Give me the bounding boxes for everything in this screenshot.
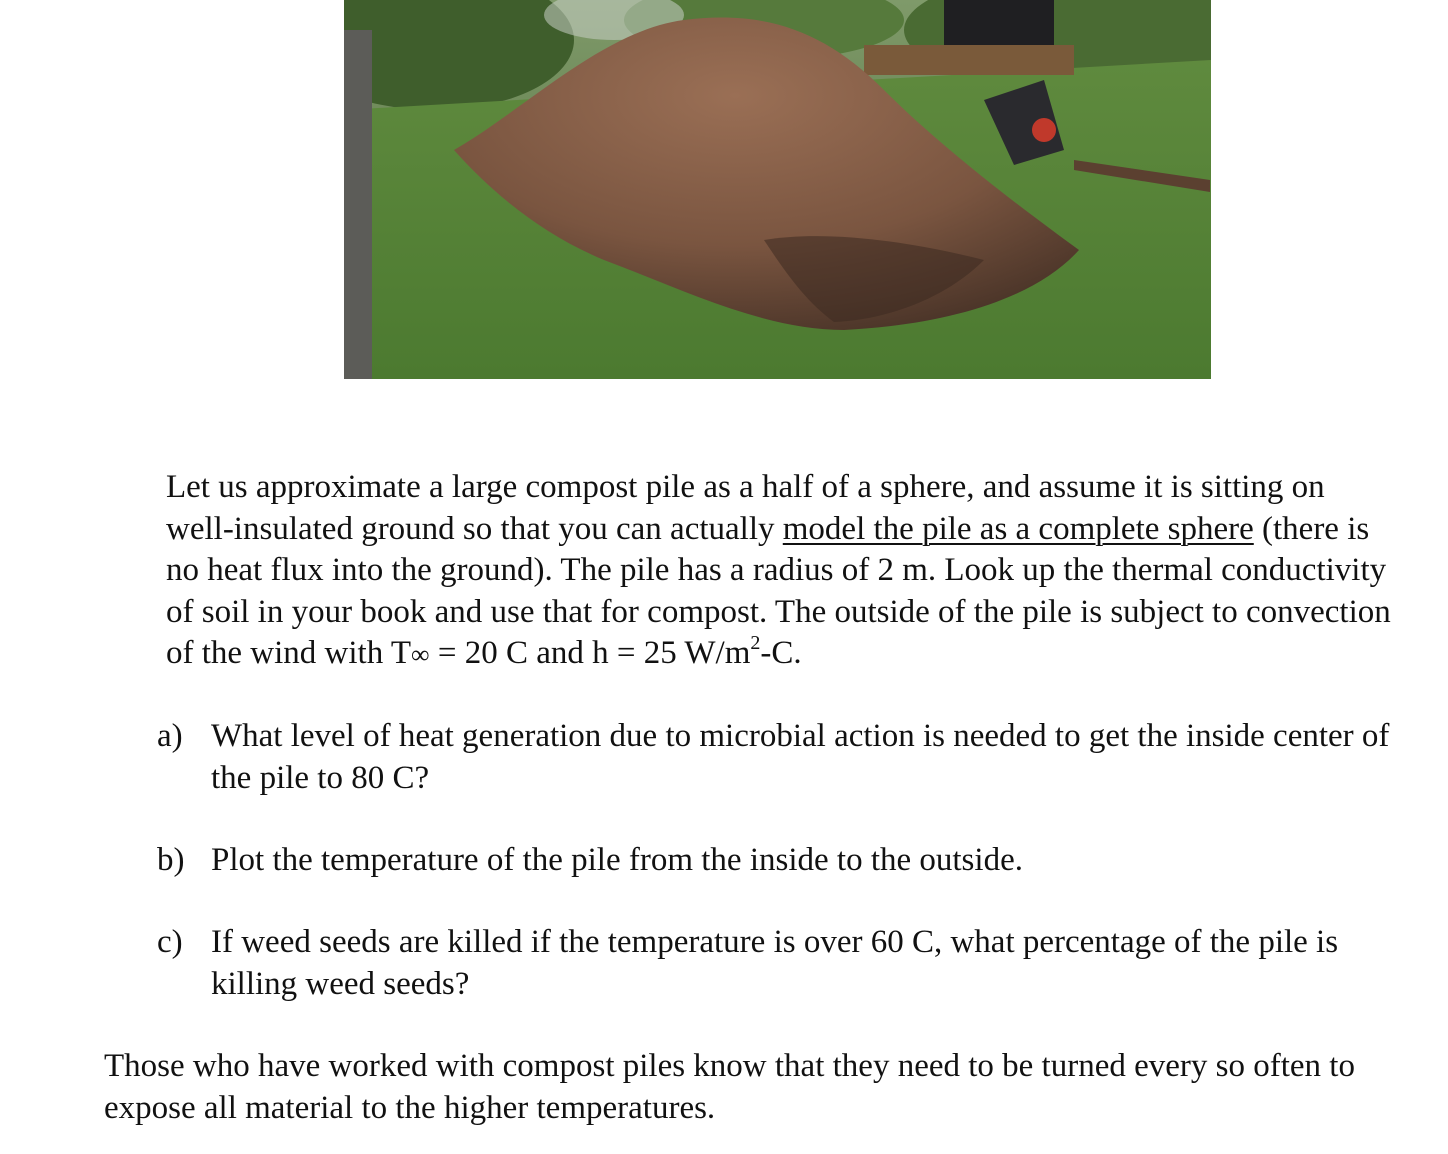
question-text: Plot the temperature of the pile from the inside to the outside. [211,842,1023,878]
problem-intro [157,467,1397,676]
question-label: c) [157,924,183,960]
squared-superscript: 2 [750,632,761,654]
compost-pile-illustration [344,0,1211,379]
intro-text-2: (there is no heat flux into the ground). The pile has a radius of 2 m. Look up the thermal conductivity of soil in your book and use that for compost. The outside of the pile is subject to convection of the wind with T [166,510,1391,671]
intro-paragraph [157,467,1397,676]
question-label: b) [157,842,185,878]
question-text: What level of heat generation due to microbial action is needed to get the inside center of the pile to 80 C? [211,718,1390,796]
intro-text-1: Let us approximate a large compost pile as a half of a sphere, and assume it is sitting on well-insulated ground so that you can actually [166,469,1325,547]
compost-pile-photo [344,0,1211,379]
intro-text-3: = 20 C and h = 25 W/m [429,635,751,671]
closing-paragraph: Those who have worked with compost piles know that they need to be turned every so often to expose all material to the higher temperatures. [104,1048,1355,1126]
intro-text-4: -C. [760,635,802,671]
underlined-phrase: model the pile as a complete sphere [782,510,1254,547]
question-label: a) [157,718,183,754]
question-text: If weed seeds are killed if the temperature is over 60 C, what percentage of the pile is killing weed seeds? [211,924,1339,1002]
infinity-subscript: ∞ [411,640,430,669]
